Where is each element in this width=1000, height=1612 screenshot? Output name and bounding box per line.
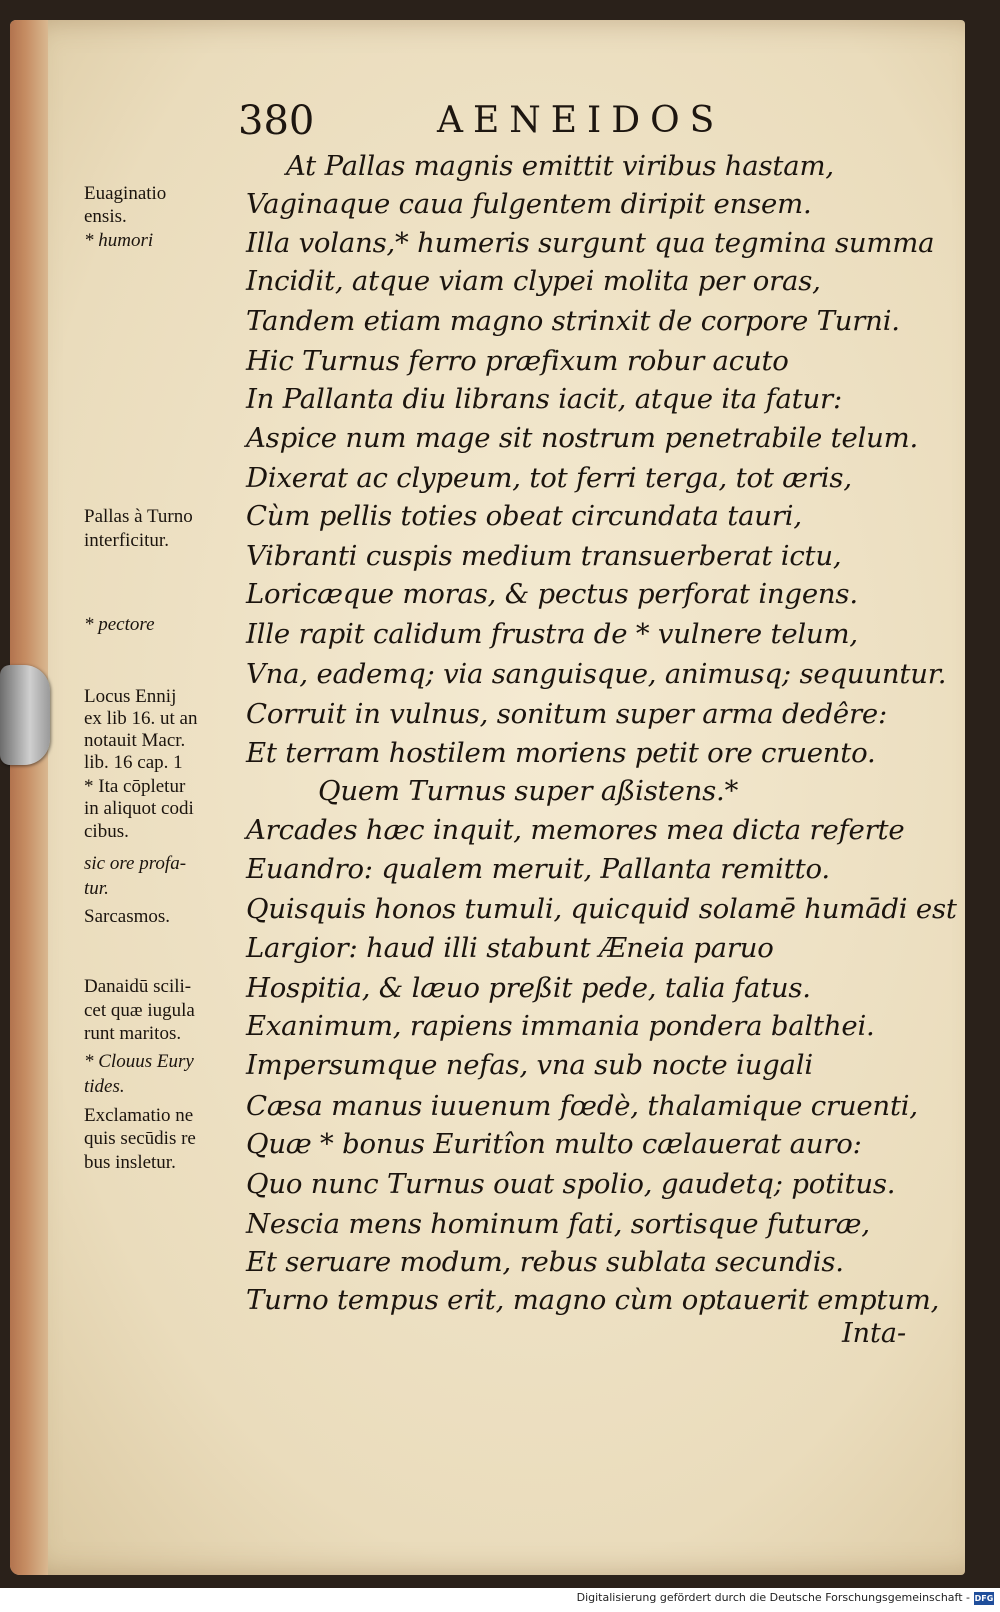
verse-line: Illa volans,* humeris surgunt qua tegmina summa (246, 227, 935, 259)
running-head: AENEIDOS (437, 100, 725, 141)
verse-line: Quisquis honos tumuli, quicquid solamē humādi est (246, 893, 957, 925)
verse-line: Nescia mens hominum fati, sortisque futuræ, (246, 1208, 870, 1240)
verse-line: Aspice num mage sit nostrum penetrabile telum. (246, 422, 919, 454)
verse-line: Hic Turnus ferro præfixum robur acuto (246, 345, 789, 377)
margin-note: Exclamatio ne (84, 1105, 194, 1126)
margin-note: ex lib 16. ut an (84, 708, 198, 729)
dfg-logo: DFG (974, 1594, 994, 1603)
verse-line: Tandem etiam magno strinxit de corpore Turni. (246, 305, 900, 337)
verse-line: Corruit in vulnus, sonitum super arma dedêre: (246, 698, 888, 730)
verse-line: In Pallanta diu librans iacit, atque ita fatur: (246, 383, 843, 415)
margin-note: Sarcasmos. (84, 906, 171, 927)
book-page (10, 20, 965, 1575)
margin-note: cibus. (84, 821, 129, 842)
verse-line: Vna, eademq; via sanguisque, animusq; sequuntur. (246, 658, 947, 690)
margin-note: bus insletur. (84, 1152, 176, 1173)
verse-line: Ille rapit calidum frustra de * vulnere telum, (246, 618, 858, 650)
margin-note: interficitur. (84, 530, 169, 551)
margin-note: * Ita cōpletur (84, 776, 186, 797)
verse-line: Incidit, atque viam clypei molita per oras, (246, 265, 821, 297)
margin-note: Locus Ennij (84, 686, 177, 707)
funding-credit: Digitalisierung gefördert durch die Deutsche Forschungsgemeinschaft - (576, 1591, 970, 1604)
margin-note: notauit Macr. (84, 730, 186, 751)
verse-line: Et terram hostilem moriens petit ore cruento. (246, 737, 876, 769)
verse-line: Cùm pellis toties obeat circundata tauri, (246, 500, 802, 532)
verse-line: Turno tempus erit, magno cùm optauerit emptum, (246, 1284, 940, 1316)
verse-line: Impersumque nefas, vna sub nocte iugali (246, 1049, 813, 1081)
margin-note: in aliquot codi (84, 798, 194, 819)
verse-line: Largior: haud illi stabunt Æneia paruo (246, 932, 774, 964)
margin-note: * humori (84, 230, 154, 251)
margin-note: Pallas à Turno (84, 506, 193, 527)
verse-line: Quæ * bonus Euritîon multo cælauerat auro: (246, 1128, 862, 1160)
verse-line: Loricæque moras, & pectus perforat ingens. (246, 578, 858, 610)
verse-line: Quo nunc Turnus ouat spolio, gaudetq; potitus. (246, 1168, 896, 1200)
verse-line: Exanimum, rapiens immania pondera balthei. (246, 1010, 875, 1042)
verse-line: Vaginaque caua fulgentem diripit ensem. (246, 188, 812, 220)
verse-line: Vibranti cuspis medium transuerberat ictu, (246, 540, 842, 572)
margin-note: Danaidū scili- (84, 976, 192, 997)
page-number: 380 (238, 98, 315, 144)
margin-note: * Clouus Eury (84, 1051, 194, 1072)
margin-note: tides. (84, 1076, 125, 1097)
margin-note: tur. (84, 878, 109, 899)
margin-note: Euaginatio (84, 183, 167, 204)
verse-line: Arcades hæc inquit, memores mea dicta referte (246, 814, 905, 846)
margin-note: runt maritos. (84, 1023, 182, 1044)
margin-note: cet quæ iugula (84, 1000, 195, 1021)
margin-note: ensis. (84, 206, 127, 227)
verse-line: Quem Turnus super aßistens.* (318, 775, 739, 807)
verse-block (10, 150, 965, 1350)
margin-note: * pectore (84, 614, 155, 635)
verse-line: Cæsa manus iuuenum fœdè, thalamique cruenti, (246, 1090, 918, 1122)
margin-note: lib. 16 cap. 1 (84, 752, 183, 773)
margin-note: sic ore profa- (84, 853, 187, 874)
catchword: Inta- (842, 1318, 907, 1349)
footer (0, 1588, 1000, 1612)
verse-line: Dixerat ac clypeum, tot ferri terga, tot æris, (246, 462, 852, 494)
verse-line: Et seruare modum, rebus sublata secundis. (246, 1246, 844, 1278)
verse-line: At Pallas magnis emittit viribus hastam, (286, 150, 834, 182)
margin-note: quis secūdis re (84, 1128, 196, 1149)
verse-line: Euandro: qualem meruit, Pallanta remitto. (246, 853, 830, 885)
verse-line: Hospitia, & læuo preßit pede, talia fatus. (246, 972, 811, 1004)
